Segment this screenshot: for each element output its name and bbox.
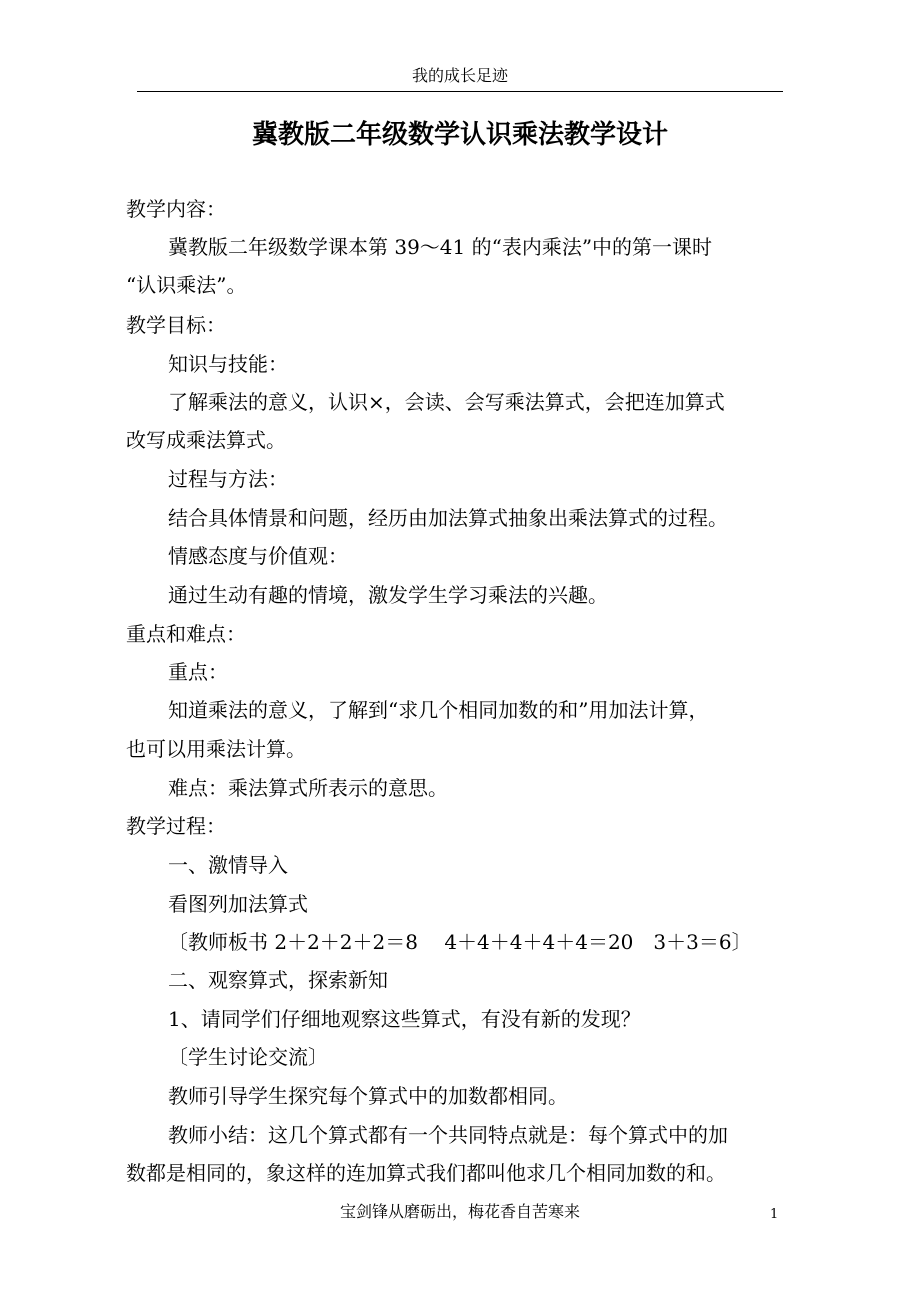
body-line: 知识与技能：	[168, 352, 288, 376]
body-line: 看图列加法算式	[168, 892, 308, 916]
body-line: 一、激情导入	[168, 853, 288, 877]
page-number: 1	[770, 1207, 779, 1222]
body-line: 情感态度与价值观：	[168, 544, 348, 568]
body-line: 教师引导学生探究每个算式中的加数都相同。	[168, 1084, 568, 1108]
body-line: 了解乘法的意义，认识×，会读、会写乘法算式，会把连加算式	[168, 390, 725, 414]
body-line: 结合具体情景和问题，经历由加法算式抽象出乘法算式的过程。	[168, 506, 728, 530]
body-line: 〔学生讨论交流〕	[168, 1045, 328, 1069]
body-line: 教学过程：	[126, 814, 226, 838]
body-line: 也可以用乘法计算。	[126, 737, 306, 761]
body-line: 1、请同学们仔细地观察这些算式，有没有新的发现？	[168, 1007, 641, 1031]
body-line: 重点和难点：	[126, 622, 246, 646]
body-line: 重点：	[168, 660, 228, 684]
body-line: 〔教师板书 2＋2＋2＋2＝8 4＋4＋4＋4＋4＝20 3＋3＝6〕	[168, 930, 752, 954]
page-header: 我的成长足迹	[411, 66, 508, 85]
body-line: 难点：乘法算式所表示的意思。	[168, 776, 448, 800]
body-line: 教师小结：这几个算式都有一个共同特点就是：每个算式中的加	[168, 1123, 728, 1147]
body-line: 通过生动有趣的情境，激发学生学习乘法的兴趣。	[168, 583, 608, 607]
body-line: 冀教版二年级数学课本第 39～41 的“表内乘法”中的第一课时	[168, 235, 713, 259]
body-line: 改写成乘法算式。	[126, 428, 286, 452]
body-line: 数都是相同的，象这样的连加算式我们都叫他求几个相同加数的和。	[126, 1161, 726, 1185]
body-line: “认识乘法”。	[126, 273, 247, 297]
body-line: 教学目标：	[126, 313, 226, 337]
page-footer: 宝剑锋从磨砺出，梅花香自苦寒来	[339, 1202, 580, 1221]
body-line: 过程与方法：	[168, 467, 288, 491]
body-line: 知道乘法的意义，了解到“求几个相同加数的和”用加法计算，	[168, 698, 709, 722]
body-line: 教学内容：	[126, 197, 226, 221]
document-title: 冀教版二年级数学认识乘法教学设计	[251, 120, 668, 150]
body-line: 二、观察算式，探索新知	[168, 968, 388, 992]
